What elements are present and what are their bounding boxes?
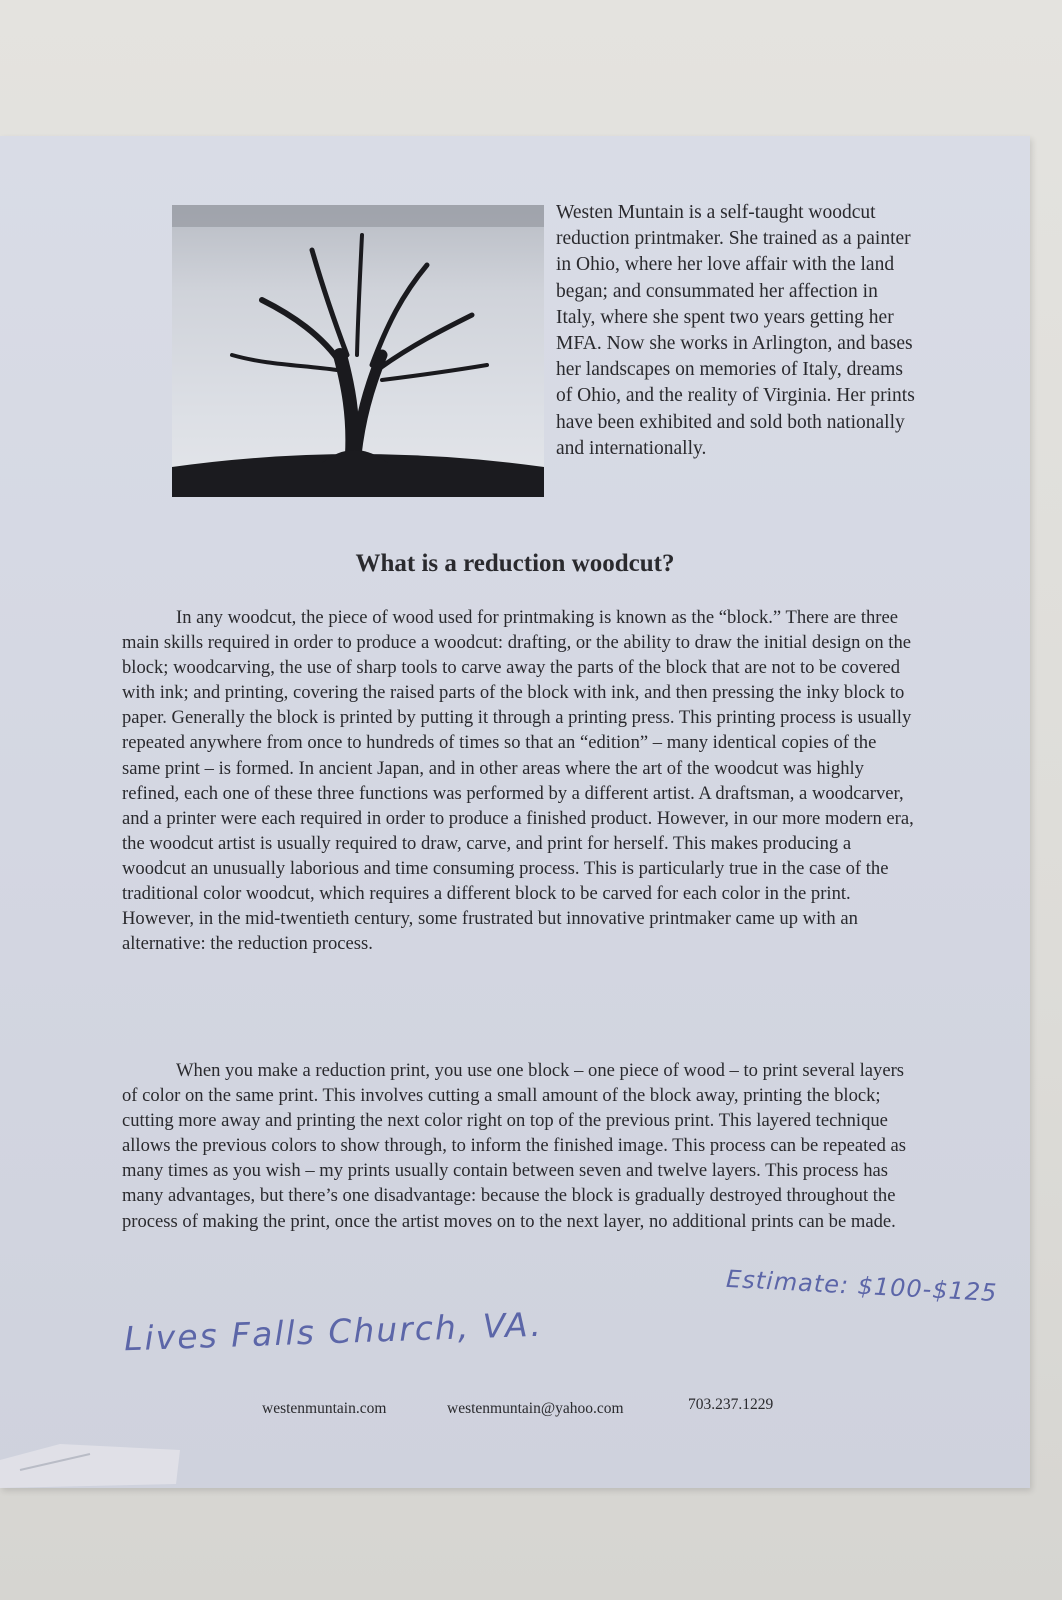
email-text: westenmuntain@yahoo.com [447, 1400, 624, 1417]
handwritten-estimate: Estimate: $100-$125 [725, 1264, 999, 1308]
tree-woodcut-image [172, 205, 544, 497]
section-heading: What is a reduction woodcut? [355, 550, 675, 577]
paragraph-reduction: When you make a reduction print, you use one block – one piece of wood – to print several layers of color on the same print. This involves cutting a small amount of the block away, printing the block; cutting more away and printing the next color right on top of the previous print. This layered technique allows the previous colors to show through, to inform the finished image. This process can be repeated as many times as you wish – my prints usually contain between seven and twelve layers. This process has many advantages, but there’s one disadvantage: because the block is gradually destroyed throughout the process of making the print, once the artist moves on to the next layer, no additional prints can be made. [122, 1060, 907, 1232]
phone-text: 703.237.1229 [688, 1396, 774, 1413]
handwritten-location: Lives Falls Church, VA. [123, 1304, 544, 1359]
artist-bio: Westen Muntain is a self-taught woodcut reduction printmaker. She trained as a painter in Ohio, where her love affair with the land began; and consummated her affection in Italy, where she spent two years getting her MFA. Now she works in Arlington, and bases her landscapes on memories of Italy, dreams of Ohio, and the reality of Virginia. Her prints have been exhibited and sold both nationally and internationally. [556, 202, 915, 459]
torn-corner [0, 1440, 190, 1488]
paragraph-woodcut: In any woodcut, the piece of wood used for printmaking is known as the “block.” There are three main skills required in order to produce a woodcut: drafting, or the ability to draw the initial design on the block; woodcarving, the use of sharp tools to carve away the parts of the block that are not to be covered with ink; and printing, covering the raised parts of the block with ink, and then pressing the inky block to paper. Generally the block is printed by putting it through a printing press. This printing process is usually repeated anywhere from once to hundreds of times so that an “edition” – many identical copies of the same print – is formed. In ancient Japan, and in other areas where the art of the woodcut was highly refined, each one of these three functions was performed by a different artist. A draftsman, a woodcarver, and a printer were each required in order to produce a finished product. However, in our more modern era, the woodcut artist is usually required to draw, carve, and print for herself. This makes producing a woodcut an unusually laborious and time consuming process. This is particularly true in the case of the traditional color woodcut, which requires a different block to be carved for each color in the print. However, in the mid-twentieth century, some frustrated but innovative printmaker came up with an alternative: the reduction process. [122, 607, 914, 955]
website-text: westenmuntain.com [262, 1400, 387, 1417]
